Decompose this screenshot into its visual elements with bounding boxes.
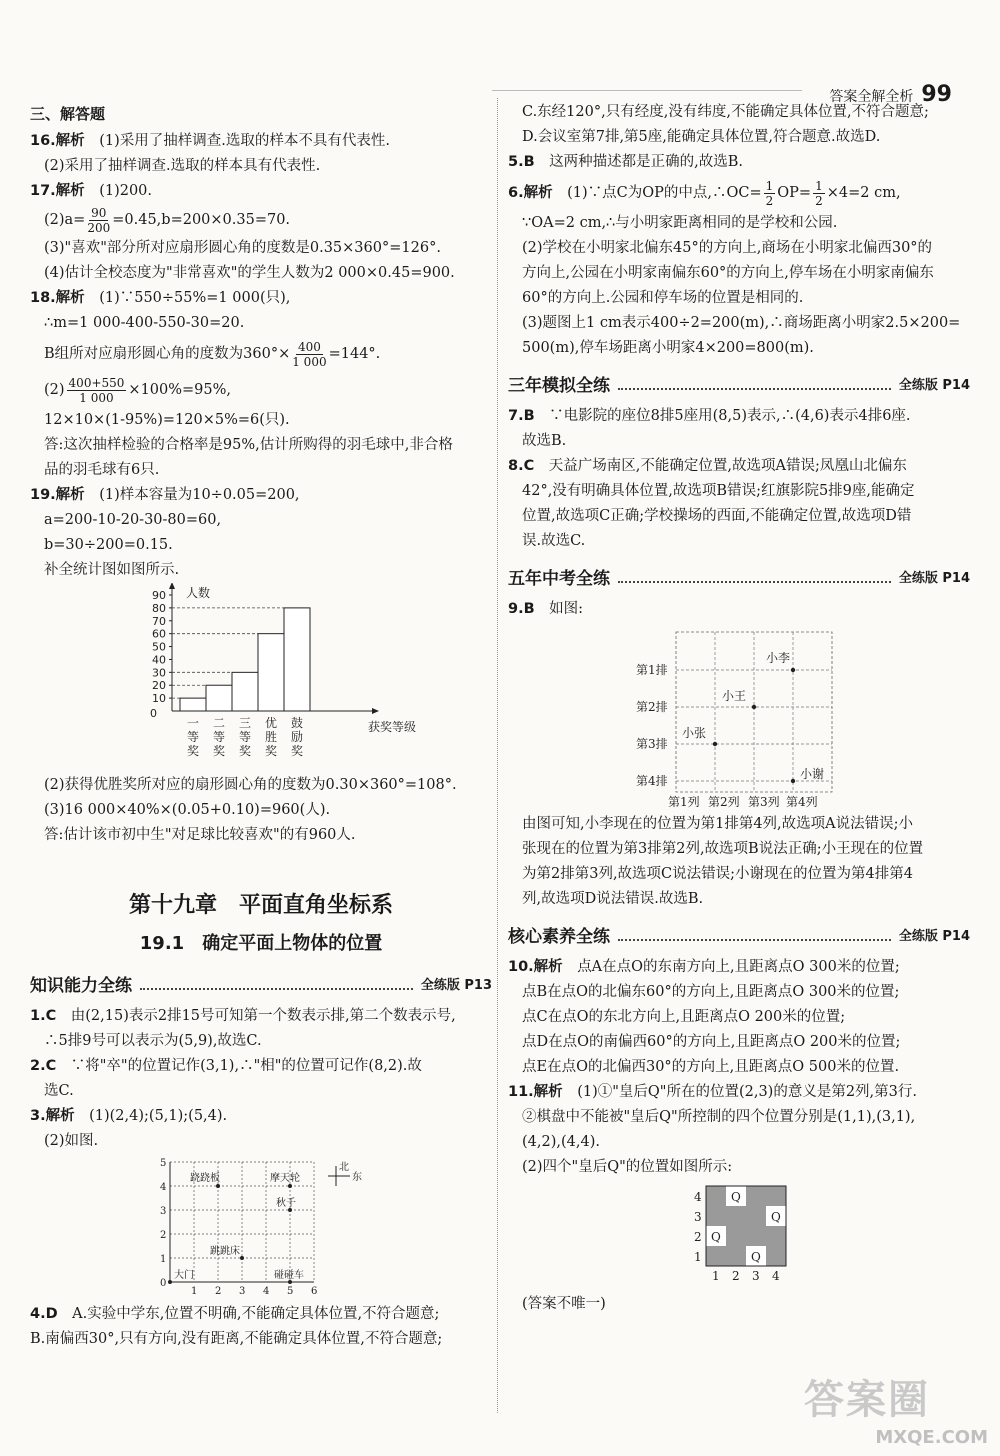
- category-1-char-0: 二: [213, 716, 226, 730]
- x-axis-label: 获奖等级: [368, 720, 417, 734]
- seat-col-2: 第2列: [708, 795, 740, 809]
- category-2-char-2: 奖: [239, 744, 252, 758]
- category-4-char-1: 励: [291, 730, 304, 744]
- q6: 6.解析 (1)∵点C为OP的中点,∴OC= $\frac{1}{2}$ OP= $\frac{1}{2}$ ×4=2 cm,: [508, 178, 901, 208]
- y-tick-20: 20: [152, 679, 166, 693]
- q11: 11.解析 (1)①"皇后Q"所在的位置(2,3)的意义是第2列,第3行.: [508, 1084, 917, 1100]
- compass-east: 东: [352, 1172, 362, 1183]
- queen-1: Q: [731, 1190, 741, 1204]
- y-tick-70: 70: [152, 614, 166, 628]
- y-tick-0: 0: [150, 707, 157, 720]
- q1: 1.C 由(2,15)表示2排15号可知第一个数表示排,第二个数表示号,: [30, 1008, 456, 1024]
- q6-line4: 方向上,公园在小明家南偏东60°的方向上,停车场在小明家南偏东: [522, 265, 934, 281]
- bar-0: [180, 698, 206, 711]
- map-ytick-5: 5: [160, 1158, 167, 1169]
- x-axis-arrow-icon: [372, 708, 379, 714]
- y-tick-10: 10: [152, 692, 166, 706]
- q6-line6: (3)题图上1 cm表示400÷2=200(m),∴商场距离小明家2.5×200=: [522, 315, 961, 331]
- q4-line3: C.东经120°,只有经度,没有纬度,不能确定具体位置,不符合题意;: [522, 104, 929, 120]
- watermark-url: MXQE.COM: [875, 1427, 988, 1448]
- category-3-char-1: 胜: [265, 730, 278, 744]
- q17-line3: (3)"喜欢"部分所对应扇形圆心角的度数是0.35×360°=126°.: [44, 240, 441, 256]
- place-bumper-car: 碰碰车: [274, 1270, 304, 1281]
- board-row-1: 1: [694, 1250, 702, 1264]
- q2: 2.C ∵将"卒"的位置记作(3,1),∴"相"的位置可记作(8,2).故: [30, 1058, 422, 1074]
- q3: 3.解析 (1)(2,4);(5,1);(5,4).: [30, 1108, 228, 1124]
- q16-line2: (2)采用了抽样调查.选取的样本具有代表性.: [44, 158, 321, 174]
- seat-row-4: 第4排: [636, 774, 668, 788]
- map-figure: [30, 1154, 492, 1302]
- bar-4: [284, 608, 310, 711]
- q1-line2: ∴5排9号可以表示为(5,9),故选C.: [44, 1033, 262, 1049]
- q19: 19.解析 (1)样本容量为10÷0.05=200,: [30, 487, 300, 503]
- q7: 7.B ∵电影院的座位8排5座用(8,5)表示,∴(4,6)表示4排6座.: [508, 408, 911, 424]
- place-seesaw: 跷跷板: [190, 1173, 220, 1184]
- bar-2: [232, 672, 258, 711]
- practice-bar-3: 五年中考全练 全练版 P14: [508, 569, 970, 589]
- column-divider: [497, 98, 498, 1413]
- q10-line2: 点B在点O的北偏东60°的方向上,且距离点O 300米的位置;: [522, 984, 900, 1000]
- q8-line3: 位置,故选项C正确;学校操场的西面,不能确定位置,故选项D错: [522, 508, 912, 524]
- queen-4: Q: [751, 1250, 761, 1264]
- board-row-3: 3: [694, 1210, 702, 1224]
- category-1-char-2: 奖: [213, 744, 226, 758]
- board-cells: [706, 1186, 786, 1266]
- section-title: 三、解答题: [30, 105, 106, 123]
- category-0-char-0: 一: [187, 716, 200, 730]
- y-tick-90: 90: [152, 589, 166, 602]
- category-2-char-0: 三: [239, 716, 252, 730]
- map-ytick-0: 0: [160, 1278, 167, 1289]
- place-ferris-wheel: 摩天轮: [270, 1173, 300, 1184]
- header-title: 答案全解全析: [829, 89, 914, 105]
- q9-line4: 为第2排第3列,故选项C说法错误;小谢现在的位置为第4排第4: [522, 866, 913, 882]
- queen-3: Q: [711, 1230, 721, 1244]
- board-col-4: 4: [772, 1269, 780, 1283]
- q11-line4: (2)四个"皇后Q"的位置如图所示:: [522, 1159, 733, 1175]
- compass-north: 北: [339, 1162, 349, 1173]
- map-xtick-3: 3: [239, 1286, 246, 1297]
- q18-line2: ∴m=1 000-400-550-30=20.: [44, 315, 245, 331]
- y-tick-60: 60: [152, 627, 166, 641]
- q6-line7: 500(m),停车场距离小明家4×200=800(m).: [522, 340, 814, 356]
- category-3-char-2: 奖: [265, 744, 278, 758]
- q11-line2: ②棋盘中不能被"皇后Q"所控制的四个位置分别是(1,1),(3,1),: [522, 1109, 916, 1125]
- q9-line3: 张现在的位置为第3排第2列,故选项B说法正确;小王现在的位置: [522, 841, 924, 857]
- practice-bar-1: 知识能力全练 全练版 P13: [30, 976, 492, 996]
- compass-icon: [328, 1161, 362, 1186]
- q17-line2: (2)a= $\frac{90}{200}$ =0.45,b=200×0.35=70.: [44, 205, 291, 235]
- map-xtick-2: 2: [215, 1286, 222, 1297]
- q10-line5: 点E在点O的北偏西30°的方向上,且距离点O 500米的位置.: [522, 1059, 900, 1075]
- q10-line3: 点C在点O的东北方向上,且距离点O 200米的位置;: [522, 1009, 846, 1025]
- map-xtick-1: 1: [191, 1286, 198, 1297]
- seat-row-2: 第2排: [636, 700, 668, 714]
- y-axis-label: 人数: [186, 586, 211, 600]
- category-4-char-2: 奖: [291, 744, 304, 758]
- map-xtick-4: 4: [263, 1286, 270, 1297]
- person-xiaoxie: 小谢: [800, 767, 825, 781]
- q16: 16.解析 (1)采用了抽样调查.选取的样本不具有代表性.: [30, 133, 390, 149]
- seat-row-3: 第3排: [636, 737, 668, 751]
- q18-line3: B组所对应扇形圆心角的度数为360°× $\frac{400}{1 000}$ =144°.: [44, 339, 381, 369]
- q17-line4: (4)估计全校态度为"非常喜欢"的学生人数为2 000×0.45=900.: [44, 265, 455, 281]
- category-1-char-1: 等: [213, 730, 226, 744]
- q19-line7: 答:估计该市初中生"对足球比较喜欢"的有960人.: [44, 827, 356, 843]
- seat-figure: [508, 622, 970, 812]
- q6-line2: ∵OA=2 cm,∴与小明家距离相同的是学校和公园.: [522, 215, 838, 231]
- board-row-2: 2: [694, 1230, 702, 1244]
- y-tick-50: 50: [152, 640, 166, 654]
- map-xtick-6: 6: [311, 1286, 318, 1297]
- place-swing: 秋千: [276, 1198, 296, 1209]
- queen-2: Q: [771, 1210, 781, 1224]
- q9: 9.B 如图:: [508, 601, 584, 617]
- q9-line2: 由图可知,小李现在的位置为第1排第4列,故选项A说法错误;小: [522, 816, 914, 832]
- map-ytick-3: 3: [160, 1206, 167, 1217]
- q4-line4: D.会议室第7排,第5座,能确定具体位置,符合题意.故选D.: [522, 129, 881, 145]
- watermark-logo: 答案圈: [804, 1377, 930, 1423]
- q8-line2: 42°,没有明确具体位置,故选项B错误;红旗影院5排9座,能确定: [522, 483, 915, 499]
- q9-line5: 列,故选项D说法错误.故选B.: [522, 891, 704, 907]
- q2-line2: 选C.: [44, 1083, 74, 1099]
- y-axis-arrow-icon: [169, 583, 175, 589]
- q18: 18.解析 (1)∵550÷55%=1 000(只),: [30, 290, 291, 306]
- category-4-char-0: 鼓: [291, 716, 304, 730]
- q6-line3: (2)学校在小明家北偏东45°的方向上,商场在小明家北偏西30°的: [522, 240, 933, 256]
- header-rule: [492, 90, 802, 91]
- map-ytick-4: 4: [160, 1182, 167, 1193]
- y-tick-80: 80: [152, 601, 166, 615]
- seat-row-1: 第1排: [636, 663, 668, 677]
- board-col-1: 1: [712, 1269, 720, 1283]
- page-number: 99: [921, 82, 952, 107]
- map-ytick-1: 1: [160, 1254, 167, 1265]
- q6-line5: 60°的方向上.公园和停车场的位置是相同的.: [522, 290, 804, 306]
- person-xiaozhang: 小张: [682, 726, 707, 740]
- q10-line4: 点D在点O的南偏西60°的方向上,且距离点O 200米的位置;: [522, 1034, 901, 1050]
- q18-line7: 品的羽毛球有6只.: [44, 462, 160, 478]
- category-0-char-1: 等: [187, 730, 200, 744]
- category-3-char-0: 优: [265, 716, 278, 730]
- bar-chart: [30, 583, 492, 773]
- q3-line2: (2)如图.: [44, 1133, 99, 1149]
- q4-line2: B.南偏西30°,只有方向,没有距离,不能确定具体位置,不符合题意;: [30, 1331, 443, 1347]
- board-col-2: 2: [732, 1269, 740, 1283]
- q11-line3: (4,2),(4,4).: [522, 1134, 600, 1150]
- q11-note: (答案不唯一): [522, 1296, 606, 1312]
- y-tick-40: 40: [152, 653, 166, 667]
- queen-board: [508, 1180, 970, 1292]
- q17: 17.解析 (1)200.: [30, 183, 153, 199]
- q5: 5.B 这两种描述都是正确的,故选B.: [508, 154, 744, 170]
- category-2-char-1: 等: [239, 730, 252, 744]
- chapter-title: 第十九章 平面直角坐标系: [128, 893, 393, 918]
- person-xiaowang: 小王: [722, 689, 747, 703]
- q19-line4: 补全统计图如图所示.: [44, 562, 180, 578]
- bar-3: [258, 634, 284, 711]
- board-row-4: 4: [694, 1190, 702, 1204]
- watermark: [804, 1368, 994, 1448]
- practice-bar-2: 三年模拟全练 全练版 P14: [508, 376, 970, 396]
- q8-line4: 误.故选C.: [522, 533, 586, 549]
- q7-line2: 故选B.: [522, 433, 567, 449]
- section-heading: 19.1 确定平面上物体的位置: [139, 933, 383, 954]
- place-trampoline: 跳跳床: [210, 1246, 240, 1257]
- practice-bar-4: 核心素养全练 全练版 P14: [508, 927, 970, 947]
- q19-line6: (3)16 000×40%×(0.05+0.10)=960(人).: [44, 802, 331, 818]
- q10: 10.解析 点A在点O的东南方向上,且距离点O 300米的位置;: [508, 959, 900, 975]
- seat-col-3: 第3列: [748, 795, 780, 809]
- map-ytick-2: 2: [160, 1230, 167, 1241]
- right-column: [508, 100, 970, 1317]
- q18-line4: (2) $\frac{400+550}{1 000}$ ×100%=95%,: [44, 375, 232, 405]
- bar-1: [206, 685, 232, 711]
- q19-line3: b=30÷200=0.15.: [44, 537, 173, 553]
- q4: 4.D A.实验中学东,位置不明确,不能确定具体位置,不符合题意;: [30, 1306, 440, 1322]
- seat-col-1: 第1列: [668, 795, 700, 809]
- board-col-3: 3: [752, 1269, 760, 1283]
- place-gate: 大门: [174, 1270, 194, 1281]
- q19-line2: a=200-10-20-30-80=60,: [44, 512, 222, 528]
- y-tick-30: 30: [152, 666, 166, 680]
- seat-col-4: 第4列: [786, 795, 818, 809]
- map-xtick-5: 5: [287, 1286, 294, 1297]
- q19-line5: (2)获得优胜奖所对应的扇形圆心角的度数为0.30×360°=108°.: [44, 777, 457, 793]
- q18-line6: 答:这次抽样检验的合格率是95%,估计所购得的羽毛球中,非合格: [44, 437, 453, 453]
- left-column: [30, 100, 492, 1352]
- q8: 8.C 天益广场南区,不能确定位置,故选项A错误;凤凰山北偏东: [508, 458, 907, 474]
- person-xiaoli: 小李: [766, 651, 791, 665]
- category-0-char-2: 奖: [187, 744, 200, 758]
- q18-line5: 12×10×(1-95%)=120×5%=6(只).: [44, 412, 290, 428]
